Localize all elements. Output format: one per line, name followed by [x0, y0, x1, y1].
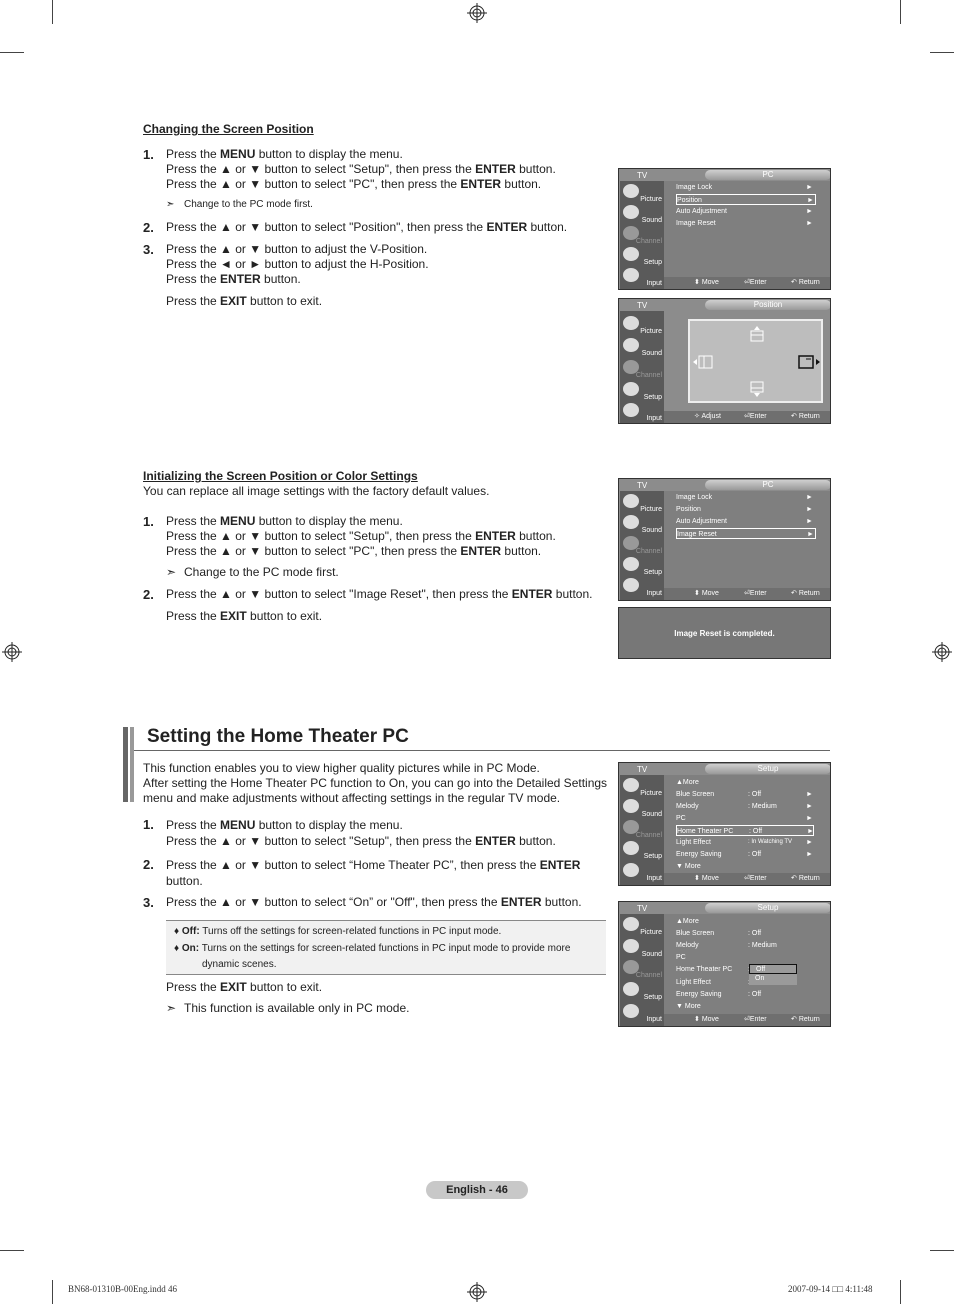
note: ➣ This function is available only in PC mode. — [166, 1001, 410, 1015]
step-number: 1. — [143, 147, 154, 162]
arrow-right-icon: ► — [806, 494, 813, 501]
arrow-right-icon: ► — [807, 531, 814, 538]
osd-sidebar-item-picture: Picture — [621, 916, 664, 937]
osd-sidebar-item-channel: Channel — [621, 959, 664, 980]
crop-mark — [900, 1280, 901, 1304]
osd-menu-item: Position ► — [676, 506, 813, 513]
options-box — [166, 920, 606, 975]
osd-menu-item: PC — [676, 954, 686, 961]
sound-icon — [623, 799, 639, 813]
crop-mark — [52, 0, 53, 24]
osd-sidebar — [620, 914, 664, 1026]
setup-gear-icon — [623, 982, 639, 996]
osd-menu-item-selected: Home Theater PC : Off ► — [676, 825, 814, 836]
osd-menu-item: PC ► — [676, 815, 813, 822]
osd-title: Setup — [705, 764, 831, 774]
note: ➣ Change to the PC mode first. — [166, 199, 313, 210]
osd-sidebar-item-input: Input — [621, 862, 664, 883]
osd-tv-label: TV — [637, 301, 648, 310]
osd-sidebar-item-picture: Picture — [621, 183, 664, 204]
arrow-right-icon: ► — [806, 184, 813, 191]
step-line: button. — [166, 874, 203, 888]
section-intro: You can replace all image settings with the factory default values. — [143, 484, 490, 498]
osd-footer-move: ⬍ Move — [694, 279, 719, 286]
osd-menu-panel — [664, 181, 830, 277]
osd-tv-label: TV — [637, 481, 648, 490]
note-arrow-icon: ➣ — [166, 199, 175, 210]
osd-menu-item: Image Lock ► — [676, 184, 813, 191]
step-2 — [143, 857, 613, 889]
osd-title: PC — [705, 170, 831, 180]
exit-instruction: Press the EXIT button to exit. — [166, 609, 323, 623]
arrow-right-icon: ► — [806, 815, 813, 822]
osd-footer-return: ↶ Return — [791, 413, 820, 420]
osd-sidebar-item-setup: Setup — [621, 381, 664, 402]
osd-title: Position — [705, 300, 831, 310]
osd-footer-return: ↶ Return — [791, 279, 820, 286]
osd-pc-reset-screen — [618, 478, 831, 601]
osd-sidebar — [620, 775, 664, 885]
osd-menu-item: ▲More — [676, 918, 699, 925]
osd-menu-item: Image Reset ► — [676, 220, 813, 227]
step-3 — [143, 242, 613, 290]
arrow-right-icon: ► — [806, 208, 813, 215]
step-1 — [143, 147, 613, 195]
registration-mark-icon — [467, 3, 487, 23]
note-arrow-icon: ➣ — [166, 565, 177, 579]
osd-sidebar-item-sound: Sound — [621, 204, 664, 225]
registration-mark-icon — [2, 642, 22, 662]
arrow-right-icon: ► — [806, 518, 813, 525]
osd-sidebar-item-channel: Channel — [621, 535, 664, 556]
osd-footer-return: ↶ Return — [791, 590, 820, 597]
osd-menu-item: Image Lock ► — [676, 494, 813, 501]
step-number: 1. — [143, 817, 154, 832]
sound-icon — [623, 205, 639, 219]
osd-footer-return: ↶ Return — [791, 1016, 820, 1023]
position-adjust-panel — [688, 319, 823, 403]
step-line: Press the ▲ or ▼ button to select “On” or "Off", then press the ENTER button. — [166, 895, 582, 909]
osd-position-screen — [618, 298, 831, 424]
step-line: Press the ▲ or ▼ button to select "PC", then press the ENTER button. — [166, 544, 542, 558]
osd-menu-item: Blue Screen : Off — [676, 930, 762, 937]
osd-footer-move: ⬍ Move — [694, 875, 719, 882]
arrow-right-icon: ► — [806, 803, 813, 810]
osd-menu-item: ▼ More — [676, 863, 701, 870]
osd-footer-enter: ⏎Enter — [744, 279, 767, 286]
osd-dropdown — [749, 964, 797, 985]
step-3 — [143, 895, 613, 911]
osd-menu-item: Light Effect — [676, 979, 711, 986]
input-icon — [623, 268, 639, 282]
osd-menu-item: Melody : Medium — [676, 942, 777, 949]
osd-footer — [664, 277, 830, 289]
step-line: Press the MENU button to display the menu. — [166, 818, 403, 832]
step-line: Press the ▲ or ▼ button to select "PC", then press the ENTER button. — [166, 177, 542, 191]
step-line: Press the ▲ or ▼ button to select "Position", then press the ENTER button. — [166, 220, 568, 234]
osd-menu-item: Auto Adjustment ► — [676, 518, 813, 525]
arrow-right-icon: ► — [806, 851, 813, 858]
osd-sidebar-item-sound: Sound — [621, 798, 664, 819]
section-heading-screen-position: Changing the Screen Position — [143, 122, 314, 136]
osd-footer — [664, 588, 830, 600]
step-line: Press the ▲ or ▼ button to select "Setup", then press the ENTER button. — [166, 162, 556, 176]
osd-sidebar — [620, 311, 664, 423]
registration-mark-icon — [467, 1282, 487, 1302]
step-line: Press the ▲ or ▼ button to select “Home Theater PC”, then press the ENTER — [166, 858, 581, 872]
crop-mark — [52, 1280, 53, 1304]
osd-footer-move: ⬍ Move — [694, 590, 719, 597]
osd-footer — [664, 873, 830, 885]
move-right-icon — [798, 355, 820, 369]
step-2 — [143, 587, 613, 603]
arrow-right-icon: ► — [807, 828, 814, 835]
setup-gear-icon — [623, 382, 639, 396]
step-1 — [143, 514, 613, 562]
osd-sidebar-item-sound: Sound — [621, 514, 664, 535]
option-on: ♦ On: Turns on the settings for screen-related functions in PC input mode to provide more — [174, 943, 571, 954]
input-icon — [623, 1004, 639, 1018]
osd-footer-enter: ⏎Enter — [744, 1016, 767, 1023]
move-down-icon — [750, 381, 764, 397]
option-off: ♦ Off: Turns off the settings for screen-related functions in PC input mode. — [174, 926, 502, 937]
osd-footer-return: ↶ Return — [791, 875, 820, 882]
file-name: BN68-01310B-00Eng.indd 46 — [68, 1284, 177, 1294]
picture-icon — [623, 494, 639, 508]
osd-tv-label: TV — [637, 171, 648, 180]
picture-icon — [623, 184, 639, 198]
dropdown-option: On — [755, 975, 765, 982]
arrow-right-icon: ► — [806, 220, 813, 227]
osd-sidebar-item-sound: Sound — [621, 938, 664, 959]
osd-title: Setup — [705, 903, 831, 913]
osd-sidebar — [620, 181, 664, 289]
osd-footer — [664, 411, 830, 423]
osd-sidebar-item-setup: Setup — [621, 556, 664, 577]
osd-footer-enter: ⏎Enter — [744, 875, 767, 882]
osd-menu-item: Energy Saving : Off — [676, 991, 762, 998]
osd-footer-adjust: ✧ Adjust — [694, 413, 721, 420]
osd-footer-move: ⬍ Move — [694, 1016, 719, 1023]
osd-menu-panel — [664, 775, 830, 873]
arrow-right-icon: ► — [806, 506, 813, 513]
osd-tv-label: TV — [637, 904, 648, 913]
osd-menu-item: Energy Saving : Off ► — [676, 851, 813, 858]
move-up-icon — [750, 326, 764, 342]
exit-instruction: Press the EXIT button to exit. — [166, 294, 323, 308]
crop-mark — [930, 52, 954, 53]
osd-sidebar-item-input: Input — [621, 402, 664, 423]
osd-sidebar-item-input: Input — [621, 1003, 664, 1024]
osd-sidebar-item-input: Input — [621, 577, 664, 598]
section-intro: This function enables you to view higher quality pictures while in PC Mode. After setting the Home Theater PC function to On, you can go into the Detailed Settings menu and make adjustments without affecting settings in the regular TV mode. — [143, 761, 608, 805]
title-bar-decoration — [130, 727, 134, 802]
osd-menu-panel — [664, 491, 830, 588]
osd-sidebar — [620, 491, 664, 600]
osd-setup-screen — [618, 762, 831, 886]
step-line: Press the ◄ or ► button to adjust the H-Position. — [166, 257, 429, 271]
osd-sidebar-item-setup: Setup — [621, 981, 664, 1002]
step-number: 2. — [143, 587, 154, 602]
section-heading-initializing: Initializing the Screen Position or Color Settings — [143, 469, 418, 483]
step-line: Press the ▲ or ▼ button to select "Setup", then press the ENTER button. — [166, 529, 556, 543]
osd-menu-item: Home Theater PC — [676, 966, 733, 973]
osd-menu-item: Melody : Medium ► — [676, 803, 813, 810]
osd-menu-item: Auto Adjustment ► — [676, 208, 813, 215]
crop-mark — [900, 0, 901, 24]
osd-menu-item: ▲More — [676, 779, 699, 786]
osd-sidebar-item-channel: Channel — [621, 225, 664, 246]
arrow-right-icon: ► — [807, 197, 814, 204]
osd-menu-item-selected: Position ► — [676, 194, 816, 205]
step-number: 2. — [143, 220, 154, 235]
picture-icon — [623, 778, 639, 792]
picture-icon — [623, 316, 639, 330]
step-number: 1. — [143, 514, 154, 529]
crop-mark — [930, 1250, 954, 1251]
osd-sidebar-item-channel: Channel — [621, 359, 664, 380]
osd-pc-menu-screen — [618, 168, 831, 290]
step-1 — [143, 817, 613, 849]
note-arrow-icon: ➣ — [166, 1001, 177, 1015]
osd-sidebar-item-picture: Picture — [621, 493, 664, 514]
osd-menu-item-selected: Image Reset ► — [676, 528, 816, 539]
image-reset-message: Image Reset is completed. — [618, 607, 831, 659]
setup-gear-icon — [623, 841, 639, 855]
step-number: 3. — [143, 895, 154, 910]
sound-icon — [623, 338, 639, 352]
crop-mark — [0, 52, 24, 53]
osd-sidebar-item-picture: Picture — [621, 315, 664, 336]
osd-footer-enter: ⏎Enter — [744, 590, 767, 597]
arrow-right-icon: ► — [806, 791, 813, 798]
option-on-continued: dynamic scenes. — [202, 959, 277, 970]
picture-icon — [623, 917, 639, 931]
step-number: 3. — [143, 242, 154, 257]
arrow-right-icon: ► — [806, 839, 813, 846]
osd-sidebar-item-setup: Setup — [621, 246, 664, 267]
osd-footer-enter: ⏎Enter — [744, 413, 767, 420]
osd-title: PC — [705, 480, 831, 490]
step-line: Press the ▲ or ▼ button to select "Image Reset", then press the ENTER button. — [166, 587, 593, 601]
print-date: 2007-09-14 □□ 4:11:48 — [788, 1284, 873, 1294]
osd-menu-panel — [664, 914, 830, 1014]
page-title: Setting the Home Theater PC — [147, 726, 409, 747]
input-icon — [623, 863, 639, 877]
step-line: Press the MENU button to display the menu. — [166, 147, 403, 161]
sound-icon — [623, 515, 639, 529]
step-number: 2. — [143, 857, 154, 872]
osd-setup-dropdown-screen — [618, 901, 831, 1027]
title-divider — [134, 750, 830, 751]
osd-sidebar-item-input: Input — [621, 267, 664, 288]
osd-sidebar-item-picture: Picture — [621, 777, 664, 798]
osd-tv-label: TV — [637, 765, 648, 774]
osd-menu-item: Blue Screen : Off ► — [676, 791, 813, 798]
osd-sidebar-item-channel: Channel — [621, 819, 664, 840]
input-icon — [623, 578, 639, 592]
registration-mark-icon — [932, 642, 952, 662]
setup-gear-icon — [623, 557, 639, 571]
step-line: Press the ▲ or ▼ button to adjust the V-Position. — [166, 242, 428, 256]
osd-footer — [664, 1014, 830, 1026]
dropdown-option-selected: Off — [749, 964, 797, 974]
setup-gear-icon — [623, 247, 639, 261]
exit-instruction: Press the EXIT button to exit. — [166, 980, 323, 994]
step-line: Press the ENTER button. — [166, 272, 301, 286]
step-line: Press the MENU button to display the menu. — [166, 514, 403, 528]
crop-mark — [0, 1250, 24, 1251]
sound-icon — [623, 939, 639, 953]
note: ➣ Change to the PC mode first. — [166, 565, 339, 579]
page-number: English - 46 — [426, 1181, 528, 1199]
osd-sidebar-item-sound: Sound — [621, 337, 664, 358]
osd-menu-item: ▼ More — [676, 1003, 701, 1010]
step-2 — [143, 220, 613, 236]
osd-sidebar-item-setup: Setup — [621, 840, 664, 861]
title-bar-decoration — [123, 727, 128, 802]
osd-menu-item: Light Effect : In Watching TV ► — [676, 839, 813, 846]
step-line: Press the ▲ or ▼ button to select "Setup", then press the ENTER button. — [166, 834, 556, 848]
move-left-icon — [693, 355, 713, 369]
input-icon — [623, 403, 639, 417]
